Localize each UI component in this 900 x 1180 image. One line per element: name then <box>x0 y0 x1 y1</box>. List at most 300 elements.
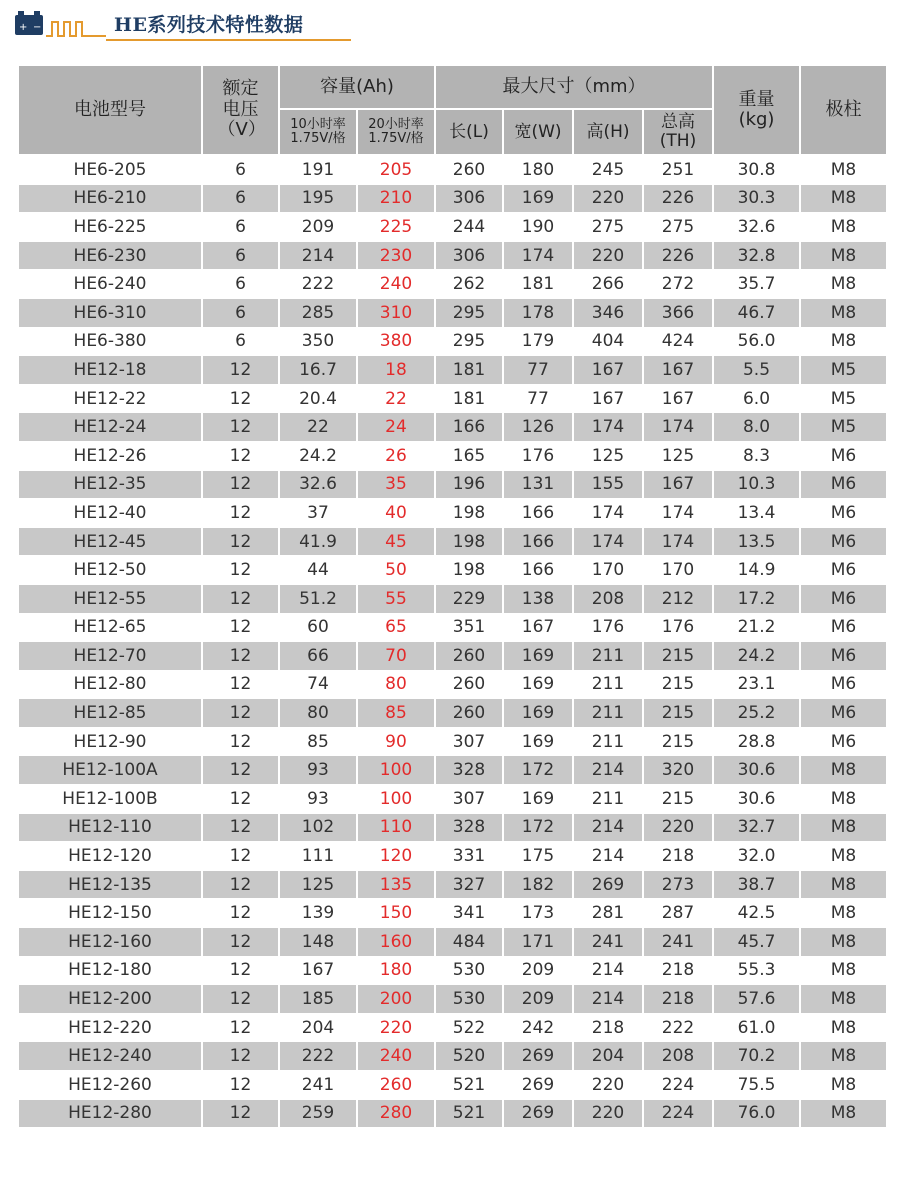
cell-voltage: 12 <box>202 1071 279 1100</box>
cell-height: 204 <box>573 1042 643 1071</box>
cell-total-height: 218 <box>643 956 713 985</box>
table-row <box>18 785 887 814</box>
cell-width: 209 <box>503 956 573 985</box>
cell-terminal: M8 <box>800 327 887 356</box>
cell-height: 245 <box>573 155 643 184</box>
cell-capacity-10h: 167 <box>279 956 357 985</box>
cell-weight: 28.8 <box>713 727 800 756</box>
cell-width: 169 <box>503 642 573 671</box>
cell-length: 196 <box>435 470 503 499</box>
cell-model: HE12-22 <box>18 384 202 413</box>
cell-capacity-10h: 102 <box>279 813 357 842</box>
cell-total-height: 273 <box>643 870 713 899</box>
table-row <box>18 756 887 785</box>
cell-model: HE12-35 <box>18 470 202 499</box>
cell-total-height: 218 <box>643 985 713 1014</box>
cell-weight: 35.7 <box>713 270 800 299</box>
cell-weight: 21.2 <box>713 613 800 642</box>
cell-voltage: 12 <box>202 870 279 899</box>
cell-terminal: M8 <box>800 1042 887 1071</box>
cell-total-height: 167 <box>643 356 713 385</box>
cell-model: HE12-40 <box>18 499 202 528</box>
cell-width: 179 <box>503 327 573 356</box>
cell-weight: 32.0 <box>713 842 800 871</box>
cell-capacity-10h: 16.7 <box>279 356 357 385</box>
page-title: HE系列技术特性数据 <box>114 14 304 36</box>
table-row <box>18 956 887 985</box>
cell-width: 172 <box>503 813 573 842</box>
cell-total-height: 167 <box>643 384 713 413</box>
cell-width: 166 <box>503 527 573 556</box>
cell-model: HE12-45 <box>18 527 202 556</box>
cell-length: 198 <box>435 556 503 585</box>
cell-model: HE12-240 <box>18 1042 202 1071</box>
cell-capacity-10h: 285 <box>279 298 357 327</box>
cell-height: 174 <box>573 499 643 528</box>
cell-length: 229 <box>435 584 503 613</box>
table-row <box>18 413 887 442</box>
cell-total-height: 176 <box>643 613 713 642</box>
cell-weight: 24.2 <box>713 642 800 671</box>
cell-width: 182 <box>503 870 573 899</box>
cell-model: HE12-280 <box>18 1099 202 1128</box>
cell-width: 173 <box>503 899 573 928</box>
cell-width: 169 <box>503 184 573 213</box>
cell-voltage: 12 <box>202 785 279 814</box>
cell-height: 241 <box>573 928 643 957</box>
cell-capacity-20h: 22 <box>357 384 435 413</box>
table-row <box>18 985 887 1014</box>
cell-length: 306 <box>435 241 503 270</box>
cell-total-height: 224 <box>643 1071 713 1100</box>
cell-model: HE12-90 <box>18 727 202 756</box>
cell-weight: 17.2 <box>713 584 800 613</box>
cell-length: 530 <box>435 985 503 1014</box>
cell-width: 166 <box>503 499 573 528</box>
cell-height: 167 <box>573 356 643 385</box>
cell-model: HE12-50 <box>18 556 202 585</box>
cell-weight: 42.5 <box>713 899 800 928</box>
cell-weight: 32.6 <box>713 213 800 242</box>
table-row <box>18 842 887 871</box>
cell-weight: 32.7 <box>713 813 800 842</box>
cell-length: 295 <box>435 298 503 327</box>
cell-model: HE6-225 <box>18 213 202 242</box>
cell-capacity-10h: 51.2 <box>279 584 357 613</box>
cell-width: 190 <box>503 213 573 242</box>
cell-voltage: 12 <box>202 928 279 957</box>
cell-capacity-20h: 200 <box>357 985 435 1014</box>
cell-total-height: 125 <box>643 441 713 470</box>
cell-model: HE12-65 <box>18 613 202 642</box>
cell-total-height: 366 <box>643 298 713 327</box>
table-row <box>18 499 887 528</box>
cell-voltage: 6 <box>202 298 279 327</box>
cell-weight: 5.5 <box>713 356 800 385</box>
cell-terminal: M8 <box>800 155 887 184</box>
table-row <box>18 356 887 385</box>
cell-capacity-10h: 32.6 <box>279 470 357 499</box>
cell-capacity-20h: 120 <box>357 842 435 871</box>
cell-length: 198 <box>435 499 503 528</box>
cell-width: 166 <box>503 556 573 585</box>
cell-length: 262 <box>435 270 503 299</box>
cell-width: 269 <box>503 1071 573 1100</box>
cell-capacity-10h: 80 <box>279 699 357 728</box>
cell-capacity-10h: 37 <box>279 499 357 528</box>
table-row <box>18 155 887 184</box>
cell-capacity-10h: 195 <box>279 184 357 213</box>
cell-weight: 13.4 <box>713 499 800 528</box>
cell-width: 269 <box>503 1099 573 1128</box>
cell-weight: 8.0 <box>713 413 800 442</box>
cell-voltage: 12 <box>202 384 279 413</box>
cell-width: 180 <box>503 155 573 184</box>
cell-capacity-20h: 210 <box>357 184 435 213</box>
cell-capacity-10h: 93 <box>279 756 357 785</box>
cell-height: 214 <box>573 813 643 842</box>
cell-capacity-20h: 150 <box>357 899 435 928</box>
table-row <box>18 1042 887 1071</box>
cell-voltage: 12 <box>202 1042 279 1071</box>
cell-total-height: 215 <box>643 642 713 671</box>
cell-length: 260 <box>435 642 503 671</box>
cell-width: 175 <box>503 842 573 871</box>
cell-voltage: 6 <box>202 241 279 270</box>
cell-capacity-20h: 135 <box>357 870 435 899</box>
cell-capacity-20h: 85 <box>357 699 435 728</box>
cell-capacity-10h: 20.4 <box>279 384 357 413</box>
cell-length: 327 <box>435 870 503 899</box>
cell-total-height: 320 <box>643 756 713 785</box>
header-length: 长(L) <box>435 109 503 155</box>
cell-terminal: M5 <box>800 413 887 442</box>
cell-total-height: 241 <box>643 928 713 957</box>
cell-terminal: M6 <box>800 727 887 756</box>
cell-height: 214 <box>573 842 643 871</box>
cell-height: 211 <box>573 727 643 756</box>
cell-length: 198 <box>435 527 503 556</box>
cell-total-height: 174 <box>643 499 713 528</box>
cell-length: 244 <box>435 213 503 242</box>
cell-model: HE12-180 <box>18 956 202 985</box>
cell-capacity-20h: 205 <box>357 155 435 184</box>
cell-terminal: M8 <box>800 870 887 899</box>
cell-width: 176 <box>503 441 573 470</box>
table-row <box>18 899 887 928</box>
cell-capacity-20h: 110 <box>357 813 435 842</box>
cell-height: 208 <box>573 584 643 613</box>
cell-height: 170 <box>573 556 643 585</box>
header-width: 宽(W) <box>503 109 573 155</box>
cell-length: 181 <box>435 356 503 385</box>
cell-weight: 25.2 <box>713 699 800 728</box>
cell-weight: 76.0 <box>713 1099 800 1128</box>
cell-voltage: 6 <box>202 270 279 299</box>
cell-weight: 23.1 <box>713 670 800 699</box>
cell-width: 174 <box>503 241 573 270</box>
cell-capacity-10h: 241 <box>279 1071 357 1100</box>
cell-capacity-20h: 240 <box>357 270 435 299</box>
cell-model: HE6-240 <box>18 270 202 299</box>
cell-capacity-20h: 50 <box>357 556 435 585</box>
cell-capacity-20h: 225 <box>357 213 435 242</box>
cell-weight: 30.8 <box>713 155 800 184</box>
cell-weight: 6.0 <box>713 384 800 413</box>
cell-model: HE12-260 <box>18 1071 202 1100</box>
cell-voltage: 12 <box>202 1013 279 1042</box>
cell-height: 275 <box>573 213 643 242</box>
cell-capacity-10h: 222 <box>279 1042 357 1071</box>
cell-terminal: M5 <box>800 384 887 413</box>
cell-terminal: M6 <box>800 699 887 728</box>
cell-width: 178 <box>503 298 573 327</box>
cell-capacity-10h: 44 <box>279 556 357 585</box>
table-row <box>18 556 887 585</box>
cell-width: 209 <box>503 985 573 1014</box>
cell-capacity-10h: 74 <box>279 670 357 699</box>
cell-capacity-20h: 90 <box>357 727 435 756</box>
cell-capacity-10h: 259 <box>279 1099 357 1128</box>
cell-capacity-10h: 85 <box>279 727 357 756</box>
cell-height: 266 <box>573 270 643 299</box>
cell-terminal: M8 <box>800 756 887 785</box>
cell-total-height: 226 <box>643 184 713 213</box>
cell-voltage: 12 <box>202 584 279 613</box>
cell-capacity-20h: 55 <box>357 584 435 613</box>
header-dimensions: 最大尺寸（mm） <box>435 65 713 109</box>
table-row <box>18 270 887 299</box>
cell-total-height: 215 <box>643 785 713 814</box>
cell-total-height: 224 <box>643 1099 713 1128</box>
cell-voltage: 6 <box>202 213 279 242</box>
cell-voltage: 12 <box>202 756 279 785</box>
cell-width: 242 <box>503 1013 573 1042</box>
cell-model: HE6-310 <box>18 298 202 327</box>
table-row <box>18 527 887 556</box>
title-underline <box>106 39 351 41</box>
cell-terminal: M6 <box>800 642 887 671</box>
cell-voltage: 12 <box>202 813 279 842</box>
cell-voltage: 6 <box>202 327 279 356</box>
cell-total-height: 424 <box>643 327 713 356</box>
cell-length: 521 <box>435 1099 503 1128</box>
cell-capacity-10h: 93 <box>279 785 357 814</box>
cell-voltage: 12 <box>202 470 279 499</box>
cell-weight: 57.6 <box>713 985 800 1014</box>
cell-width: 77 <box>503 356 573 385</box>
cell-capacity-20h: 45 <box>357 527 435 556</box>
cell-weight: 13.5 <box>713 527 800 556</box>
cell-length: 260 <box>435 155 503 184</box>
cell-voltage: 12 <box>202 356 279 385</box>
cell-total-height: 174 <box>643 527 713 556</box>
cell-model: HE12-100B <box>18 785 202 814</box>
header-capacity: 容量(Ah) <box>279 65 435 109</box>
cell-height: 167 <box>573 384 643 413</box>
cell-width: 169 <box>503 699 573 728</box>
table-row <box>18 727 887 756</box>
cell-width: 269 <box>503 1042 573 1071</box>
cell-length: 530 <box>435 956 503 985</box>
cell-terminal: M8 <box>800 184 887 213</box>
cell-height: 174 <box>573 527 643 556</box>
cell-terminal: M8 <box>800 842 887 871</box>
table-row <box>18 470 887 499</box>
cell-height: 220 <box>573 184 643 213</box>
cell-height: 218 <box>573 1013 643 1042</box>
cell-capacity-20h: 40 <box>357 499 435 528</box>
cell-height: 155 <box>573 470 643 499</box>
cell-model: HE12-26 <box>18 441 202 470</box>
cell-capacity-20h: 65 <box>357 613 435 642</box>
cell-length: 260 <box>435 699 503 728</box>
cell-capacity-10h: 148 <box>279 928 357 957</box>
header-terminal: 极柱 <box>800 65 887 155</box>
table-row <box>18 928 887 957</box>
cell-width: 169 <box>503 670 573 699</box>
cell-terminal: M8 <box>800 813 887 842</box>
cell-capacity-10h: 191 <box>279 155 357 184</box>
cell-total-height: 220 <box>643 813 713 842</box>
cell-capacity-20h: 380 <box>357 327 435 356</box>
cell-voltage: 12 <box>202 670 279 699</box>
cell-terminal: M6 <box>800 613 887 642</box>
cell-length: 328 <box>435 813 503 842</box>
cell-length: 165 <box>435 441 503 470</box>
table-row <box>18 813 887 842</box>
cell-terminal: M6 <box>800 470 887 499</box>
cell-model: HE6-210 <box>18 184 202 213</box>
section-title-bar <box>14 6 344 42</box>
cell-terminal: M8 <box>800 928 887 957</box>
cell-weight: 30.3 <box>713 184 800 213</box>
cell-length: 181 <box>435 384 503 413</box>
cell-terminal: M8 <box>800 241 887 270</box>
cell-total-height: 212 <box>643 584 713 613</box>
cell-voltage: 12 <box>202 899 279 928</box>
cell-capacity-20h: 260 <box>357 1071 435 1100</box>
cell-terminal: M8 <box>800 270 887 299</box>
cell-capacity-10h: 22 <box>279 413 357 442</box>
cell-capacity-20h: 230 <box>357 241 435 270</box>
header-height: 高(H) <box>573 109 643 155</box>
table-row <box>18 642 887 671</box>
cell-capacity-10h: 139 <box>279 899 357 928</box>
table-row <box>18 670 887 699</box>
cell-capacity-20h: 100 <box>357 756 435 785</box>
table-row <box>18 241 887 270</box>
cell-terminal: M8 <box>800 1071 887 1100</box>
cell-height: 214 <box>573 956 643 985</box>
cell-model: HE12-110 <box>18 813 202 842</box>
cell-width: 167 <box>503 613 573 642</box>
cell-terminal: M8 <box>800 213 887 242</box>
cell-model: HE12-80 <box>18 670 202 699</box>
cell-terminal: M6 <box>800 670 887 699</box>
cell-voltage: 12 <box>202 956 279 985</box>
cell-capacity-20h: 24 <box>357 413 435 442</box>
cell-total-height: 215 <box>643 699 713 728</box>
cell-capacity-20h: 100 <box>357 785 435 814</box>
cell-width: 181 <box>503 270 573 299</box>
cell-model: HE12-100A <box>18 756 202 785</box>
cell-length: 351 <box>435 613 503 642</box>
cell-voltage: 12 <box>202 556 279 585</box>
cell-height: 211 <box>573 785 643 814</box>
cell-width: 172 <box>503 756 573 785</box>
cell-terminal: M8 <box>800 899 887 928</box>
cell-height: 211 <box>573 642 643 671</box>
cell-length: 295 <box>435 327 503 356</box>
cell-terminal: M6 <box>800 556 887 585</box>
cell-length: 328 <box>435 756 503 785</box>
cell-voltage: 12 <box>202 1099 279 1128</box>
cell-height: 346 <box>573 298 643 327</box>
cell-voltage: 12 <box>202 413 279 442</box>
svg-text:+: + <box>19 22 28 33</box>
cell-voltage: 12 <box>202 727 279 756</box>
cell-total-height: 170 <box>643 556 713 585</box>
cell-voltage: 12 <box>202 985 279 1014</box>
table-row <box>18 613 887 642</box>
cell-capacity-20h: 35 <box>357 470 435 499</box>
cell-height: 269 <box>573 870 643 899</box>
header-capacity-10h: 10小时率1.75V/格 <box>279 109 357 155</box>
cell-capacity-10h: 214 <box>279 241 357 270</box>
cell-total-height: 272 <box>643 270 713 299</box>
cell-terminal: M8 <box>800 1099 887 1128</box>
cell-voltage: 12 <box>202 842 279 871</box>
cell-capacity-20h: 80 <box>357 670 435 699</box>
cell-terminal: M8 <box>800 1013 887 1042</box>
cell-total-height: 208 <box>643 1042 713 1071</box>
cell-model: HE12-120 <box>18 842 202 871</box>
cell-capacity-20h: 180 <box>357 956 435 985</box>
cell-total-height: 174 <box>643 413 713 442</box>
cell-weight: 14.9 <box>713 556 800 585</box>
cell-terminal: M8 <box>800 985 887 1014</box>
cell-weight: 30.6 <box>713 756 800 785</box>
cell-weight: 70.2 <box>713 1042 800 1071</box>
cell-capacity-10h: 185 <box>279 985 357 1014</box>
cell-capacity-20h: 310 <box>357 298 435 327</box>
cell-capacity-10h: 204 <box>279 1013 357 1042</box>
table-row <box>18 327 887 356</box>
cell-width: 138 <box>503 584 573 613</box>
cell-capacity-10h: 125 <box>279 870 357 899</box>
cell-weight: 8.3 <box>713 441 800 470</box>
cell-width: 131 <box>503 470 573 499</box>
cell-weight: 30.6 <box>713 785 800 814</box>
cell-height: 281 <box>573 899 643 928</box>
header-model: 电池型号 <box>18 65 202 155</box>
cell-capacity-20h: 18 <box>357 356 435 385</box>
cell-model: HE12-135 <box>18 870 202 899</box>
cell-height: 174 <box>573 413 643 442</box>
cell-length: 307 <box>435 727 503 756</box>
waveform-icon <box>46 16 106 40</box>
cell-terminal: M6 <box>800 441 887 470</box>
cell-total-height: 215 <box>643 670 713 699</box>
cell-model: HE12-150 <box>18 899 202 928</box>
cell-capacity-10h: 350 <box>279 327 357 356</box>
cell-height: 220 <box>573 1099 643 1128</box>
cell-weight: 56.0 <box>713 327 800 356</box>
cell-model: HE12-70 <box>18 642 202 671</box>
table-row <box>18 298 887 327</box>
cell-model: HE6-230 <box>18 241 202 270</box>
